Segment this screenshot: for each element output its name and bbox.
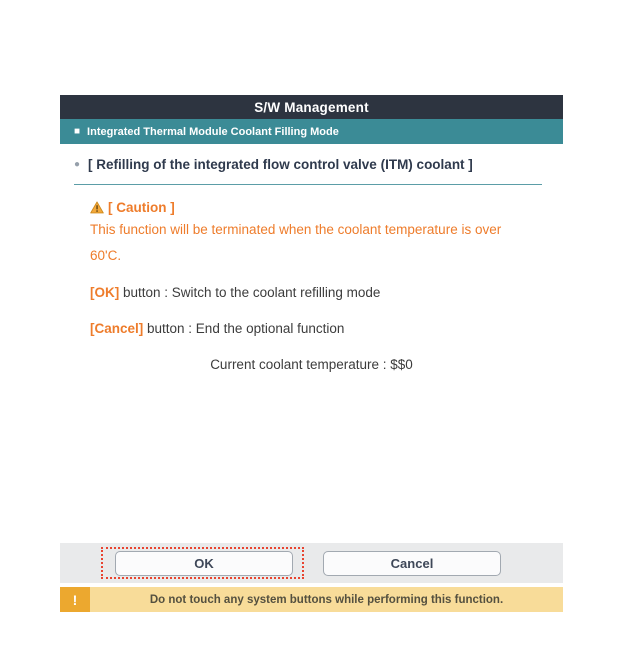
warning-triangle-icon [90,201,104,214]
cancel-instruction-text: button : End the optional function [143,321,345,336]
caution-text [90,217,565,269]
warning-text: Do not touch any system buttons while performing this function. [149,593,504,606]
ok-keyword: [OK] [90,285,120,300]
coolant-temperature-status: Current coolant temperature : $$0 [210,357,413,372]
caution-text-line-1: This function will be terminated when the coolant temperature is over [90,222,502,237]
ok-button[interactable]: OK [115,551,293,576]
page-title: S/W Management [254,99,369,115]
exclamation-icon: ! [60,587,90,612]
ok-instruction-text: button : Switch to the coolant refilling mode [119,285,381,300]
cancel-button[interactable]: Cancel [323,551,501,576]
subheader-title: Integrated Thermal Module Coolant Filling Mode [87,125,339,138]
ok-instruction-line [90,285,380,300]
header-title-bar [60,95,563,119]
warning-bar [60,587,563,612]
section-title-text: [ Refilling of the integrated flow control valve (ITM) coolant ] [88,157,473,172]
subheader-bar [60,119,563,144]
section-title-block [74,157,542,185]
cancel-keyword: [Cancel] [90,321,144,336]
circle-bullet-icon: ● [74,158,81,170]
cancel-instruction-line [90,321,344,336]
button-bar [60,543,563,583]
caution-label: [ Caution ] [108,200,175,215]
caution-text-line-2: 60'C. [90,248,122,263]
caution-header [90,200,175,215]
square-bullet-icon: ■ [74,125,81,137]
